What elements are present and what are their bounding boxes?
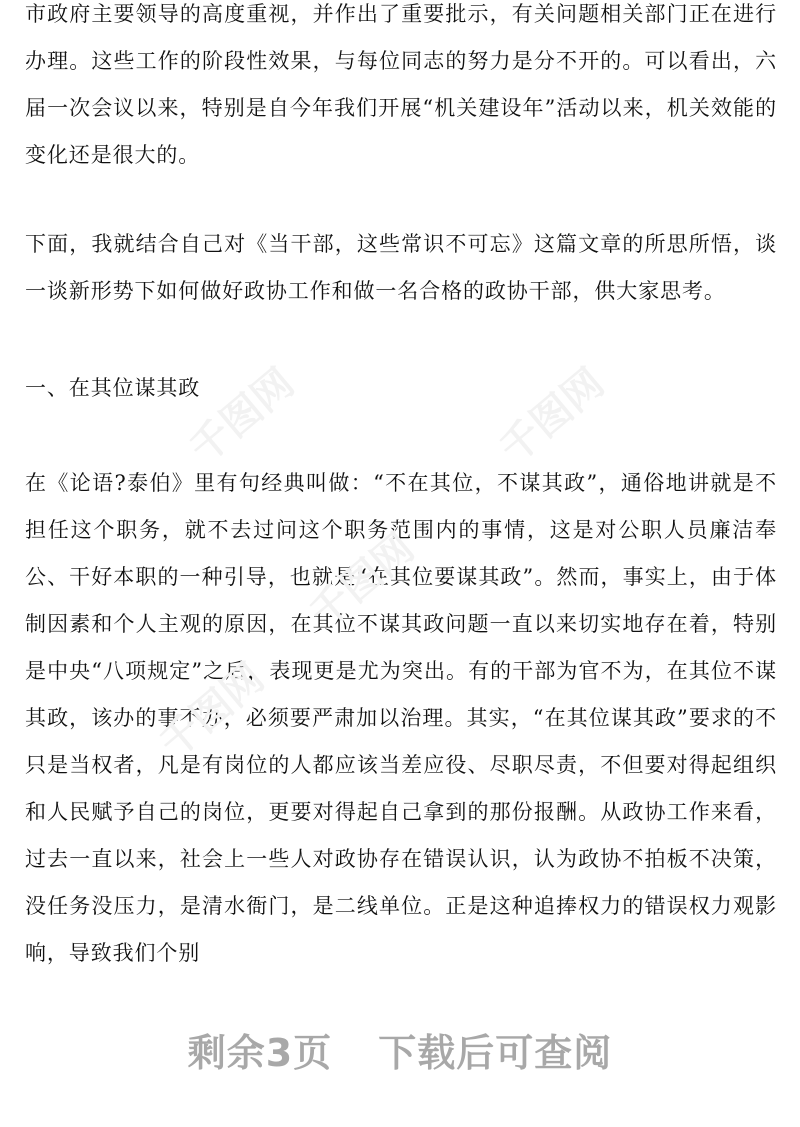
remaining-pages-label: 剩余3页: [187, 1031, 333, 1075]
body-paragraph: 市政府主要领导的高度重视，并作出了重要批示，有关问题相关部门正在进行办理。这些工作的阶段性效果，与每位同志的努力是分不开的。可以看出，六届一次会议以来，特别是自今年我们开展“机关建设年”活动以来，机关效能的变化还是很大的。: [25, 2, 777, 167]
body-paragraph: 下面，我就结合自己对《当干部，这些常识不可忘》这篇文章的所思所悟，谈一谈新形势下如何做好政协工作和做一名合格的政协干部，供大家思考。: [25, 232, 777, 303]
watermark: 千图网: [491, 359, 613, 473]
watermark: 千图网: [151, 654, 273, 768]
section-heading: 一、在其位谋其政: [25, 376, 201, 400]
body-paragraph: 在《论语?泰伯》里有句经典叫做：“不在其位，不谋其政”，通俗地讲就是不担任这个职务，就不去过问这个职务范围内的事情，这是对公职人员廉洁奉公、干好本职的一种引导，也就是“在其位要谋其政”。然而，事实上，由于体制因素和个人主观的原因，在其位不谋其政问题一直以来切实地存在着，特别是中央“八项规定”之后，表现更是尤为突出。有的干部为官不为，在其位不谋其政，该办的事不办，必须要严肃加以治理。其实，“在其位谋其政”要求的不只是当权者，凡是有岗位的人都应该当差应役、尽职尽责，不但要对得起组织和人民赋予自己的岗位，更要对得起自己拿到的那份报酬。从政协工作来看，过去一直以来，社会上一些人对政协存在错误认识，认为政协不拍板不决策，没任务没压力，是清水衙门，是二线单位。正是这种追捧权力的错误权力观影响，导致我们个别: [25, 471, 777, 965]
download-banner[interactable]: [0, 1022, 800, 1077]
download-prompt-label: 下载后可查阅: [378, 1031, 613, 1075]
watermark: 千图网: [301, 524, 423, 638]
watermark: 千图网: [181, 359, 303, 473]
